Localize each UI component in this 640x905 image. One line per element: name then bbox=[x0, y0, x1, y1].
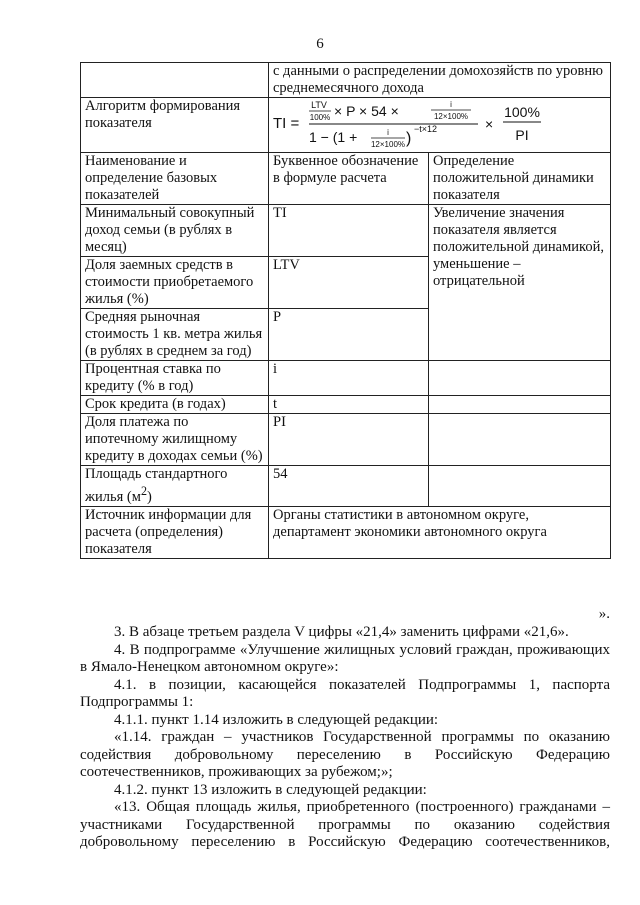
row-name: Доля заемных средств в стоимости приобретаемого жилья (%) bbox=[81, 257, 269, 309]
row-name-prefix: Площадь стандартного жилья (м bbox=[85, 466, 228, 505]
formula-i-bot: i bbox=[387, 128, 389, 137]
dynamics-cell: Увеличение значения показателя является положительной динамикой, уменьшение – отрицательной bbox=[429, 205, 611, 361]
table-row bbox=[81, 361, 611, 396]
row-symbol: 54 bbox=[269, 466, 429, 507]
paragraph: 3. В абзаце третьем раздела V цифры «21,4» заменить цифрами «21,6». bbox=[114, 624, 569, 640]
row-name bbox=[81, 466, 269, 507]
formula-den12-bot: 12×100% bbox=[370, 140, 406, 149]
table-row bbox=[81, 396, 611, 414]
row-symbol: t bbox=[269, 396, 429, 414]
table-row bbox=[81, 414, 611, 466]
row-symbol: TI bbox=[269, 205, 429, 257]
indicator-table bbox=[80, 62, 611, 559]
page-number: 6 bbox=[316, 36, 324, 52]
formula-close-paren: ) bbox=[406, 130, 412, 147]
row-symbol: i bbox=[269, 361, 429, 396]
ti-formula bbox=[273, 100, 603, 150]
row-name: Доля платежа по ипотечному жилищному кредиту в доходах семьи (%) bbox=[81, 414, 269, 466]
formula-mid: × P × 54 × bbox=[334, 103, 399, 119]
paragraph: 4.1.2. пункт 13 изложить в следующей редакции: bbox=[114, 781, 427, 798]
row-name: Срок кредита (в годах) bbox=[81, 396, 269, 414]
header-dynamics: Определение положительной динамики показателя bbox=[429, 153, 611, 205]
table-cell-empty bbox=[429, 361, 611, 396]
table-row-algorithm bbox=[81, 98, 611, 153]
formula-one-minus: 1 − (1 + bbox=[309, 129, 358, 145]
row-name-suffix: ) bbox=[146, 488, 152, 505]
paragraph: «1.14. граждан – участников Государственной программы по оказанию содействия добровольному переселению в Российскую Федерацию соотечественников, проживающих за рубежом;»; bbox=[80, 729, 610, 780]
body-text bbox=[80, 624, 610, 852]
formula-den12-top: 12×100% bbox=[433, 112, 469, 121]
formula-lhs: TI = bbox=[273, 115, 300, 132]
formula-i-top: i bbox=[450, 100, 452, 109]
header-name: Наименование и определение базовых показателей bbox=[81, 153, 269, 205]
paragraph: 4. В подпрограмме «Улучшение жилищных условий граждан, проживающих в Ямало-Ненецком автономном округе»: bbox=[80, 641, 610, 675]
formula-right-num: 100% bbox=[504, 104, 540, 120]
table-cell-empty bbox=[429, 414, 611, 466]
formula-times: × bbox=[485, 116, 494, 132]
source-value: Органы статистики в автономном округе, департамент экономики автономного округа bbox=[269, 506, 611, 558]
table-header-row bbox=[81, 153, 611, 205]
formula-ltv: LTV bbox=[311, 100, 327, 110]
table-row bbox=[81, 205, 611, 257]
row-symbol: P bbox=[269, 309, 429, 361]
formula-cell bbox=[269, 98, 611, 153]
row-symbol: LTV bbox=[269, 257, 429, 309]
formula-ltv-den: 100% bbox=[309, 113, 331, 122]
row-name: Процентная ставка по кредиту (% в год) bbox=[81, 361, 269, 396]
row-name-sup: 2 bbox=[140, 484, 147, 498]
formula-right-den: PI bbox=[515, 127, 529, 143]
formula-exponent: −t×12 bbox=[414, 124, 438, 134]
paragraph: 4.1. в позиции, касающейся показателей Подпрограммы 1, паспорта Подпрограммы 1: bbox=[80, 676, 610, 710]
paragraph: «13. Общая площадь жилья, приобретенного (построенного) гражданами – участниками Государственной программы по оказанию содействия добровольному переселению в Российскую Федерацию соотечественников, bbox=[80, 799, 610, 850]
row-name: Средняя рыночная стоимость 1 кв. метра жилья (в рублях в среднем за год) bbox=[81, 309, 269, 361]
row-name: Минимальный совокупный доход семьи (в рублях в месяц) bbox=[81, 205, 269, 257]
table-cell-empty bbox=[81, 63, 269, 98]
table-cell-empty bbox=[429, 466, 611, 507]
table-cell-empty bbox=[429, 396, 611, 414]
row-symbol: PI bbox=[269, 414, 429, 466]
table-row bbox=[81, 466, 611, 507]
source-label: Источник информации для расчета (определения) показателя bbox=[81, 506, 269, 558]
data-source-cell: с данными о распределении домохозяйств по уровню среднемесячного дохода bbox=[269, 63, 611, 98]
closing-quote: ». bbox=[598, 606, 610, 622]
paragraph: 4.1.1. пункт 1.14 изложить в следующей редакции: bbox=[114, 711, 439, 728]
header-symbol: Буквенное обозначение в формуле расчета bbox=[269, 153, 429, 205]
table-row-source bbox=[81, 506, 611, 558]
table-row-data-source bbox=[81, 63, 611, 98]
algorithm-label: Алгоритм формирования показателя bbox=[81, 98, 269, 153]
